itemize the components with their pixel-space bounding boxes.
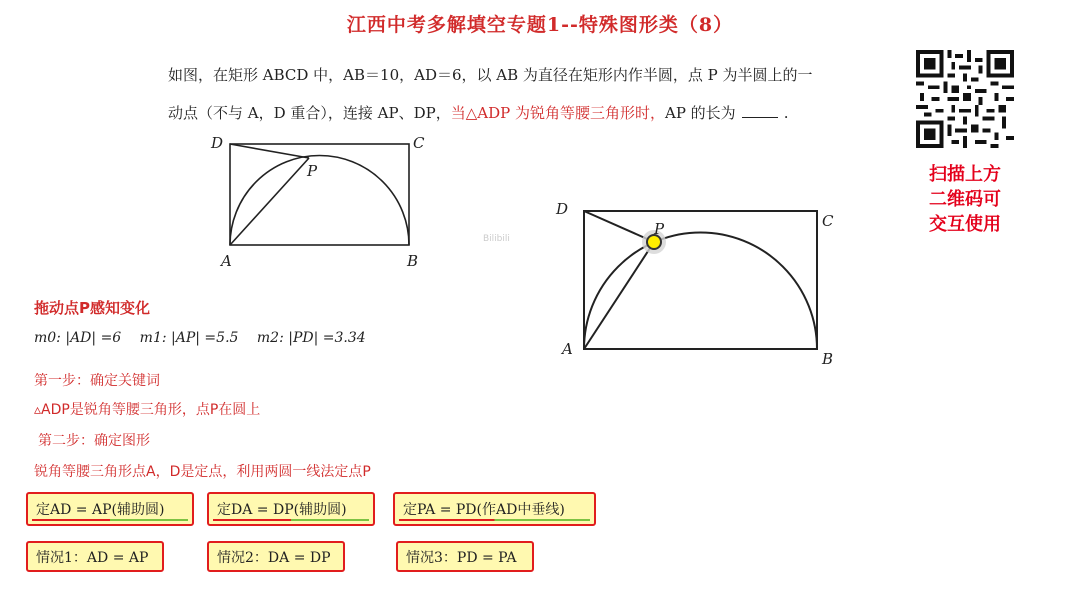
label-c: C [413,134,425,152]
define-pa-pd-label: 定PA = PD(作AD中垂线) [403,502,565,518]
step-2-heading: 第二步：确定图形 [38,433,150,449]
segment-dp [230,144,309,158]
qr-caption-line-2: 二维码可 [929,189,1001,210]
reference-figure [205,128,445,276]
drag-heading: 拖动点P感知变化 [34,299,150,317]
case-3-button[interactable] [396,541,534,572]
qr-caption-line-1: 扫描上方 [929,164,1001,185]
problem-highlight: 当△ADP 为锐角等腰三角形时， [450,104,665,122]
case-2-button[interactable] [207,541,345,572]
problem-line-1: 如图，在矩形 ABCD 中，AB＝10，AD＝6，以 AB 为直径在矩形内作半圆，点 P 为半圆上的一 [168,66,813,84]
semicircle-arc [230,156,409,246]
interactive-figure [552,196,852,374]
qr-code-icon[interactable] [916,50,1014,148]
measure-m2: m2: |PD| =3.34 [256,330,366,346]
label-b: B [407,252,419,270]
problem-line-2 [168,94,888,132]
define-pa-pd-button[interactable] [393,492,596,526]
label-a: A [562,340,573,358]
label-d: D [556,200,569,218]
qr-caption-line-3: 交互使用 [929,214,1001,235]
label-c: C [822,212,834,230]
case-3-label: 情况3：PD = PA [406,549,517,566]
watermark: Bilibili [483,234,510,244]
page-title: 江西中考多解填空专题1--特殊图形类（8） [346,14,734,36]
label-d: D [211,134,224,152]
measurements [34,330,380,346]
step-2-detail: 锐角等腰三角形点A，D是定点，利用两圆一线法定点P [34,464,371,480]
define-da-dp-label: 定DA = DP(辅助圆) [217,502,347,518]
problem-line-2-suffix: AP 的长为 [664,104,736,122]
define-ad-ap-button[interactable] [26,492,194,526]
problem-statement [168,56,888,132]
case-1-button[interactable] [26,541,164,572]
define-da-dp-button[interactable] [207,492,375,526]
rectangle-abcd [230,144,409,245]
answer-blank [742,105,778,118]
qr-caption [900,162,1030,237]
label-b: B [822,350,834,368]
case-1-label: 情况1：AD = AP [36,549,149,566]
label-p: P [654,220,665,238]
problem-line-2-prefix: 动点（不与 A，D 重合），连接 AP、DP， [168,104,451,122]
case-2-label: 情况2：DA = DP [217,549,331,566]
semicircle-arc [584,233,817,349]
measure-m1: m1: |AP| =5.5 [139,330,239,346]
label-p: P [307,162,318,180]
define-ad-ap-label: 定AD = AP(辅助圆) [36,502,165,518]
measure-m0: m0: |AD| =6 [34,330,122,346]
label-a: A [221,252,232,270]
problem-line-2-end: . [783,104,789,122]
segment-ap [584,242,654,349]
step-1-detail: ▵ADP是锐角等腰三角形，点P在圆上 [34,402,261,418]
step-1-heading: 第一步：确定关键词 [34,373,160,389]
